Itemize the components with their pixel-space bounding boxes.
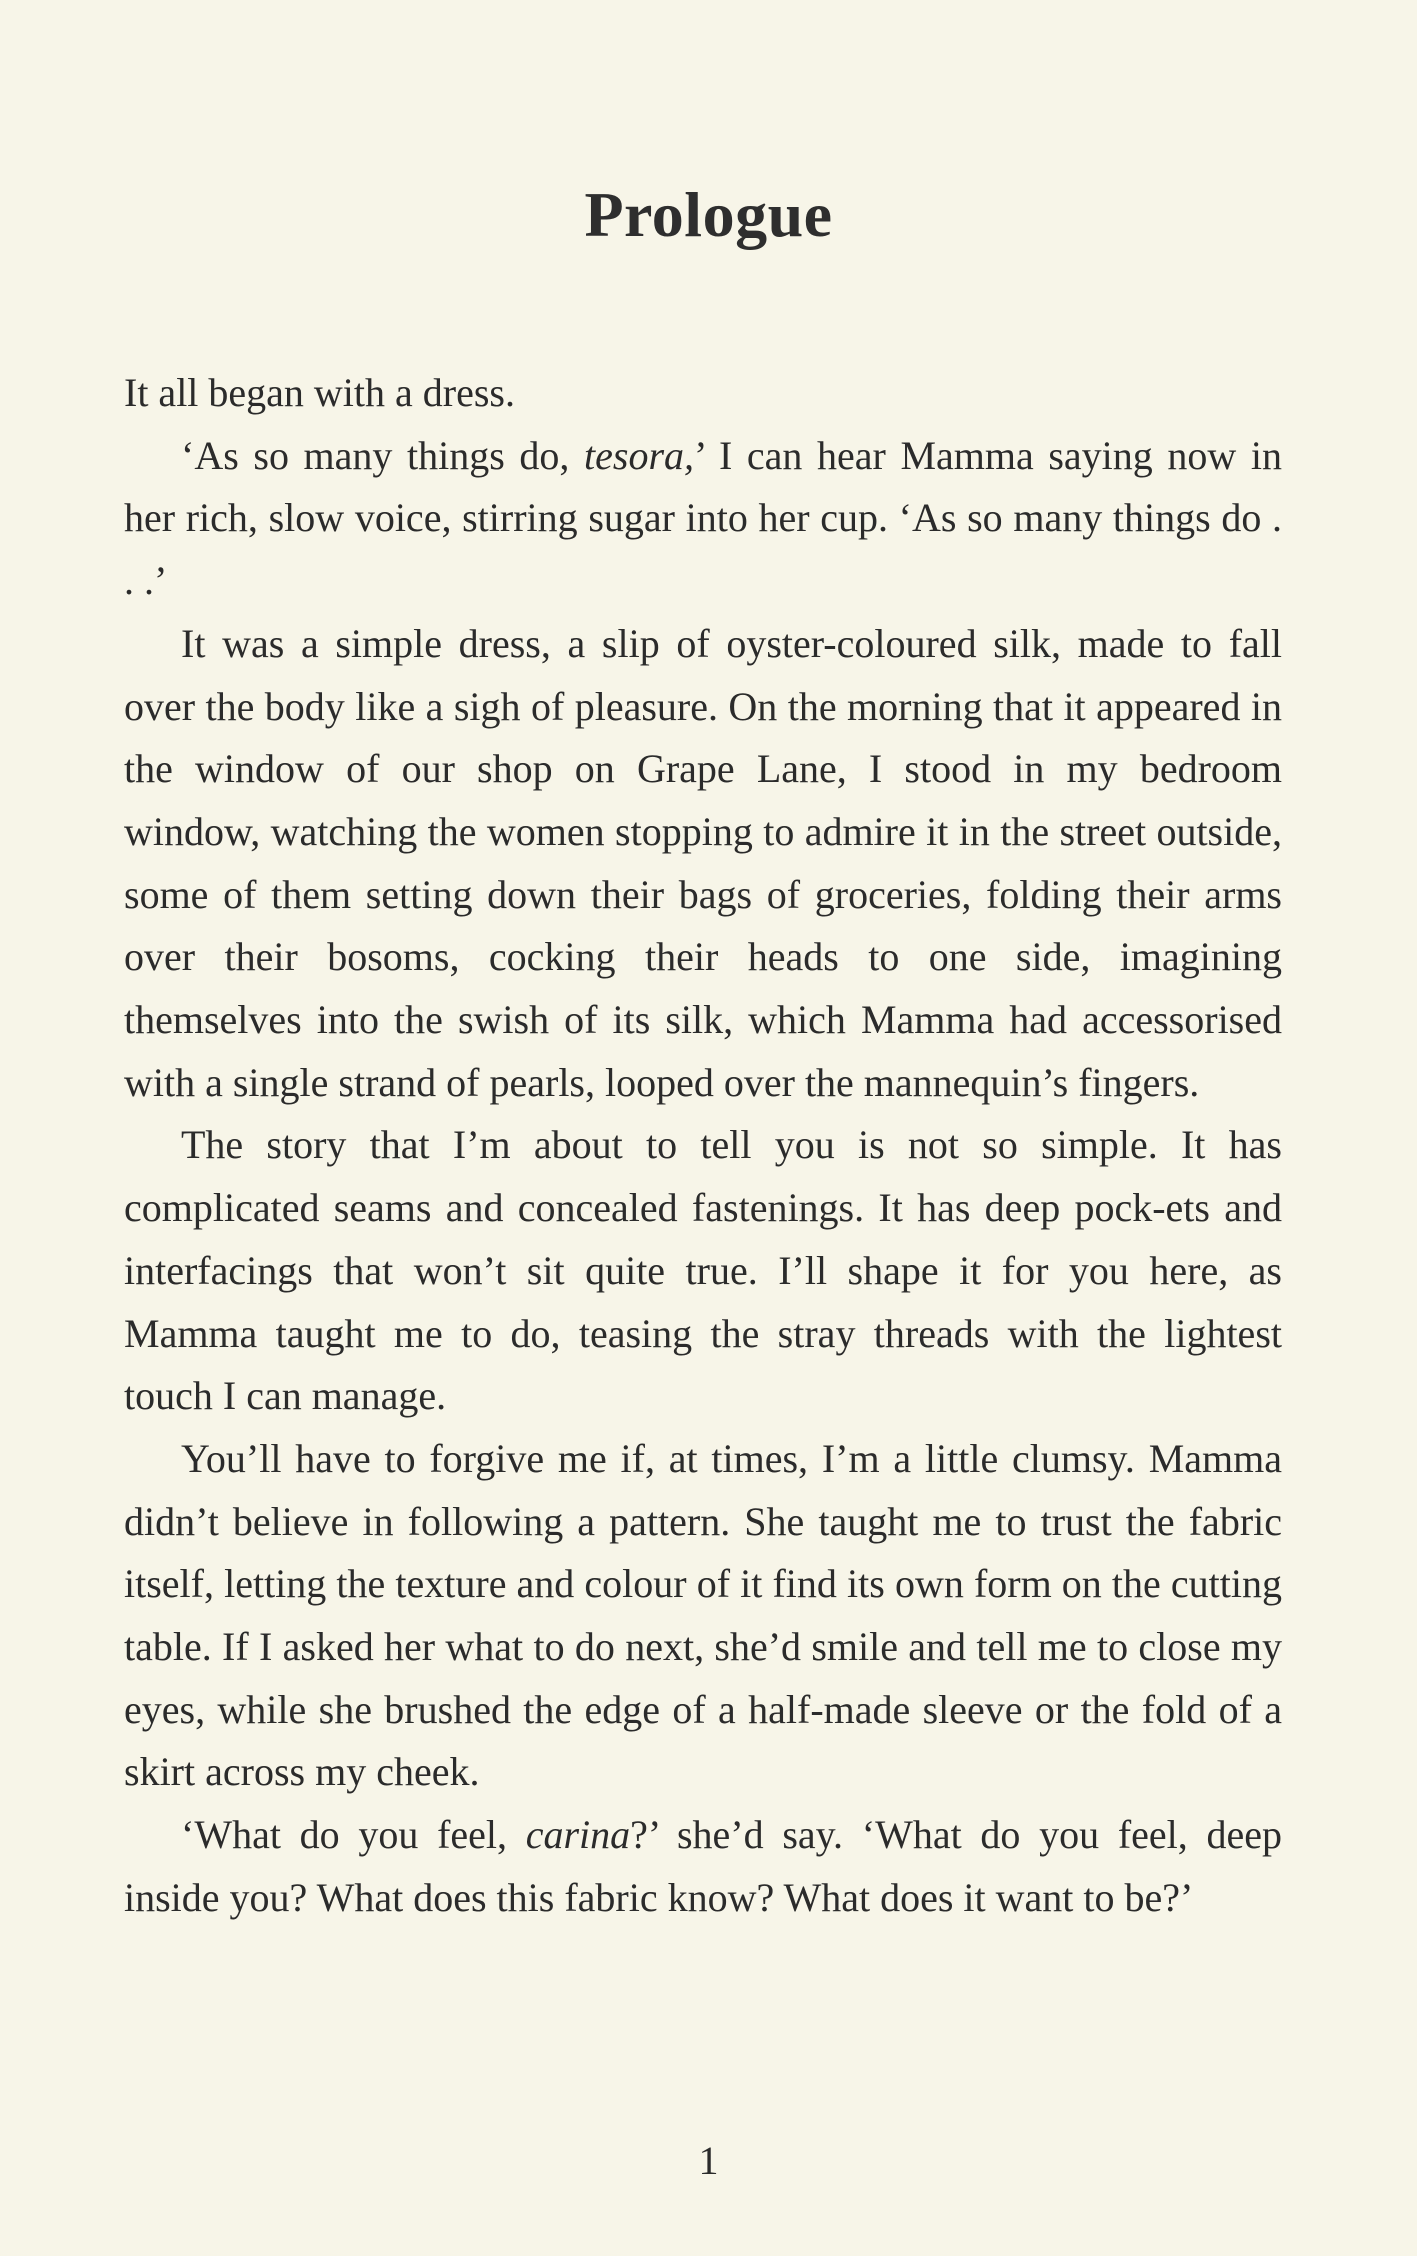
paragraph-5: You’ll have to forgive me if, at times, I’m a little clumsy. Mamma didn’t believe in following a pattern. She taught me to trust the fabric itself, letting the texture and colour of it find its own form on the cutting table. If I asked her what to do next, she’d smile and tell me to close my eyes, while she brushed the edge of a half-made sleeve or the fold of a skirt across my cheek. — [124, 1435, 1282, 1795]
paragraph-6 — [124, 1804, 1282, 1929]
paragraph-1: It all began with a dress. — [124, 370, 515, 415]
paragraph-6-italic: carina — [525, 1812, 631, 1858]
paragraph-3: It was a simple dress, a slip of oyster-coloured silk, made to fall over the body like a sigh of pleasure. On the morning that it appeared in the window of our shop on Grape Lane, I stood in my bedroom window, watching the women stopping to admire it in the street outside, some of them setting down their bags of groceries, folding their arms over their bosoms, cocking their heads to one side, imagining themselves into the swish of its silk, which Mamma had accessorised with a single strand of pearls, looped over the mannequin’s fingers. — [124, 620, 1282, 1105]
chapter-title: Prologue — [584, 179, 833, 250]
paragraph-2-tail: ’ I can hear Mamma saying now in her rich, slow voice, stirring sugar into her cup. ‘As so many things do . . .’ — [124, 432, 1283, 604]
paragraph-2 — [124, 425, 1282, 613]
paragraph-6-lead: ‘What do you feel, — [181, 1812, 526, 1858]
page-number: 1 — [698, 2138, 719, 2183]
paragraph-2-lead: ‘As so many things do, — [181, 432, 585, 478]
body-text — [124, 362, 1282, 1930]
paragraph-6-tail: ?’ she’d say. ‘What do you feel, deep inside you? What does this fabric know? What does it want to be?’ — [124, 1812, 1283, 1920]
paragraph-2-italic: tesora, — [584, 432, 695, 478]
paragraph-4: The story that I’m about to tell you is not so simple. It has complicated seams and concealed fastenings. It has deep pock-ets and interfacings that won’t sit quite true. I’ll shape it for you here, as Mamma taught me to do, teasing the stray threads with the lightest touch I can manage. — [124, 1122, 1282, 1419]
